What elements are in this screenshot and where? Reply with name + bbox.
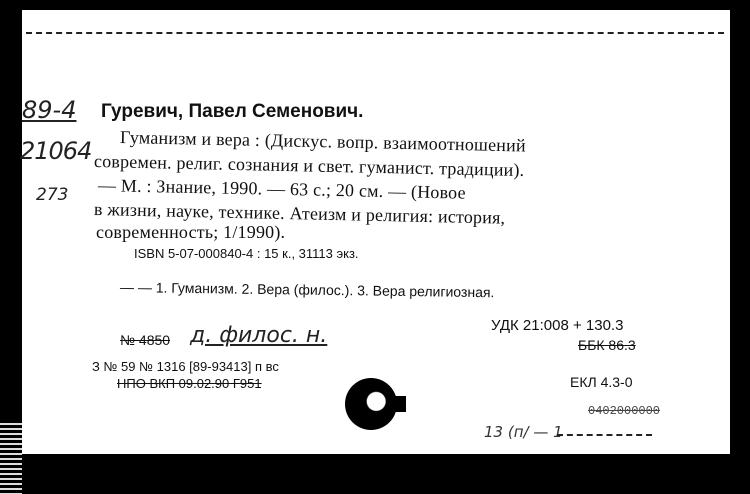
print-info: З № 59 № 1316 [89-93413] п вс xyxy=(92,359,279,374)
description-line-5: современность; 1/1990). xyxy=(96,222,286,242)
description-line-2: современ. религ. сознания и свет. гуманист. традиции). xyxy=(93,151,525,181)
publisher-code: НПО ВКП 09.02.90 Г951 xyxy=(117,376,262,391)
handwritten-note: д. филос. н. xyxy=(190,323,328,348)
barcode-number: 0402000000 xyxy=(588,404,661,418)
order-number: № 4850 xyxy=(120,332,171,348)
udk-code: УДК 21:008 + 130.3 xyxy=(491,317,624,334)
description-line-3: — М. : Знание, 1990. — 63 с.; 20 см. — (Новое xyxy=(97,175,466,203)
bottom-handwriting: 13 (п/ — 1 xyxy=(484,423,563,441)
ekl-code: ЕКЛ 4.3-0 xyxy=(570,374,633,390)
shelfmark-line3: 273 xyxy=(36,185,69,205)
card-edge-shadow xyxy=(0,420,22,494)
top-perforation xyxy=(26,32,724,34)
isbn-line: ISBN 5-07-000840-4 : 15 к., 31113 экз. xyxy=(134,246,359,261)
subject-tracing: — — 1. Гуманизм. 2. Вера (филос.). 3. Вера религиозная. xyxy=(119,279,495,301)
description-line-1: Гуманизм и вера : (Дискус. вопр. взаимоотношений xyxy=(119,127,527,156)
library-stamp-mark xyxy=(345,378,397,430)
description-line-4: в жизни, науке, технике. Атеизм и религия: история, xyxy=(93,199,506,228)
bbk-code: ББК 86.3 xyxy=(578,337,636,353)
author-heading: Гуревич, Павел Семенович. xyxy=(101,101,364,122)
bottom-dashes xyxy=(557,434,652,436)
stamp-notch xyxy=(392,396,406,412)
shelfmark-line1: 89-4 xyxy=(22,96,77,124)
shelfmark-line2: 21064 xyxy=(20,137,92,165)
